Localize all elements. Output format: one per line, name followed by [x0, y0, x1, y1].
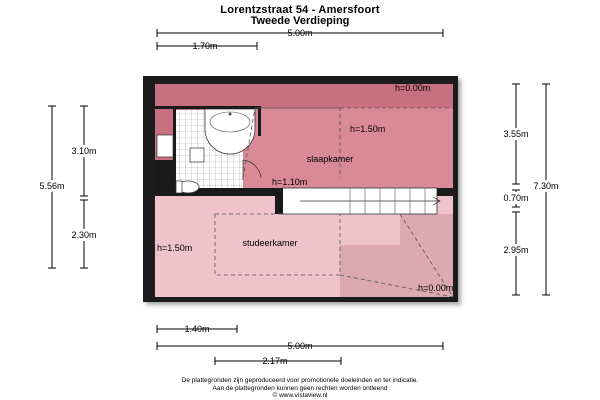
dim-left-upper: 3.10m	[71, 146, 97, 156]
dim-left-total: 5.56m	[39, 181, 65, 191]
bathroom-wall-bottom	[155, 188, 275, 196]
dim-left-lower: 2.30m	[71, 230, 97, 240]
wall-partition	[155, 160, 175, 188]
radiator-icon	[190, 148, 204, 162]
dim-top-partial: 1.70m	[192, 41, 218, 51]
height-label-left: h=1.50m	[157, 243, 193, 253]
dim-bottom-total: 5.00m	[287, 341, 313, 351]
height-label-bottom: h=0.00m	[418, 283, 454, 293]
dim-bottom-partial-1: 1.40m	[184, 324, 210, 334]
dim-top-total: 5.00m	[287, 28, 313, 38]
height-label-slaap: h=1.50m	[350, 124, 386, 134]
dim-right-lower: 2.95m	[503, 245, 529, 255]
slaapkamer-label: slaapkamer	[306, 154, 354, 164]
dim-right-upper: 3.55m	[503, 129, 529, 139]
slaapkamer-light-area	[235, 108, 453, 188]
address-title: Lorentzstraat 54 - Amersfoort	[220, 4, 380, 16]
bathroom-wall-top	[155, 106, 260, 109]
height-label-mid: h=1.10m	[272, 177, 308, 187]
dim-right-middle: 0.70m	[503, 193, 529, 203]
disclaimer-line-3: © www.vistaview.nl	[272, 392, 328, 399]
floor-title: Tweede Verdieping	[250, 15, 350, 27]
dim-bottom-partial-2: 2.17m	[262, 356, 288, 366]
stair-wall	[275, 188, 283, 214]
cabinet-icon	[157, 135, 173, 157]
disclaimer-line-1: De plattegronden zijn geproduceerd voor promotionele doeleinden en ter indicatie.	[181, 377, 419, 384]
dim-right-total: 7.30m	[533, 181, 559, 191]
bathroom-wall-right	[258, 106, 261, 136]
disclaimer-line-2: Aan de plattegronden kunnen geen rechten worden ontleend	[212, 385, 388, 392]
height-label-top: h=0.00m	[395, 83, 431, 93]
studeerkamer-label: studeerkamer	[242, 238, 298, 248]
